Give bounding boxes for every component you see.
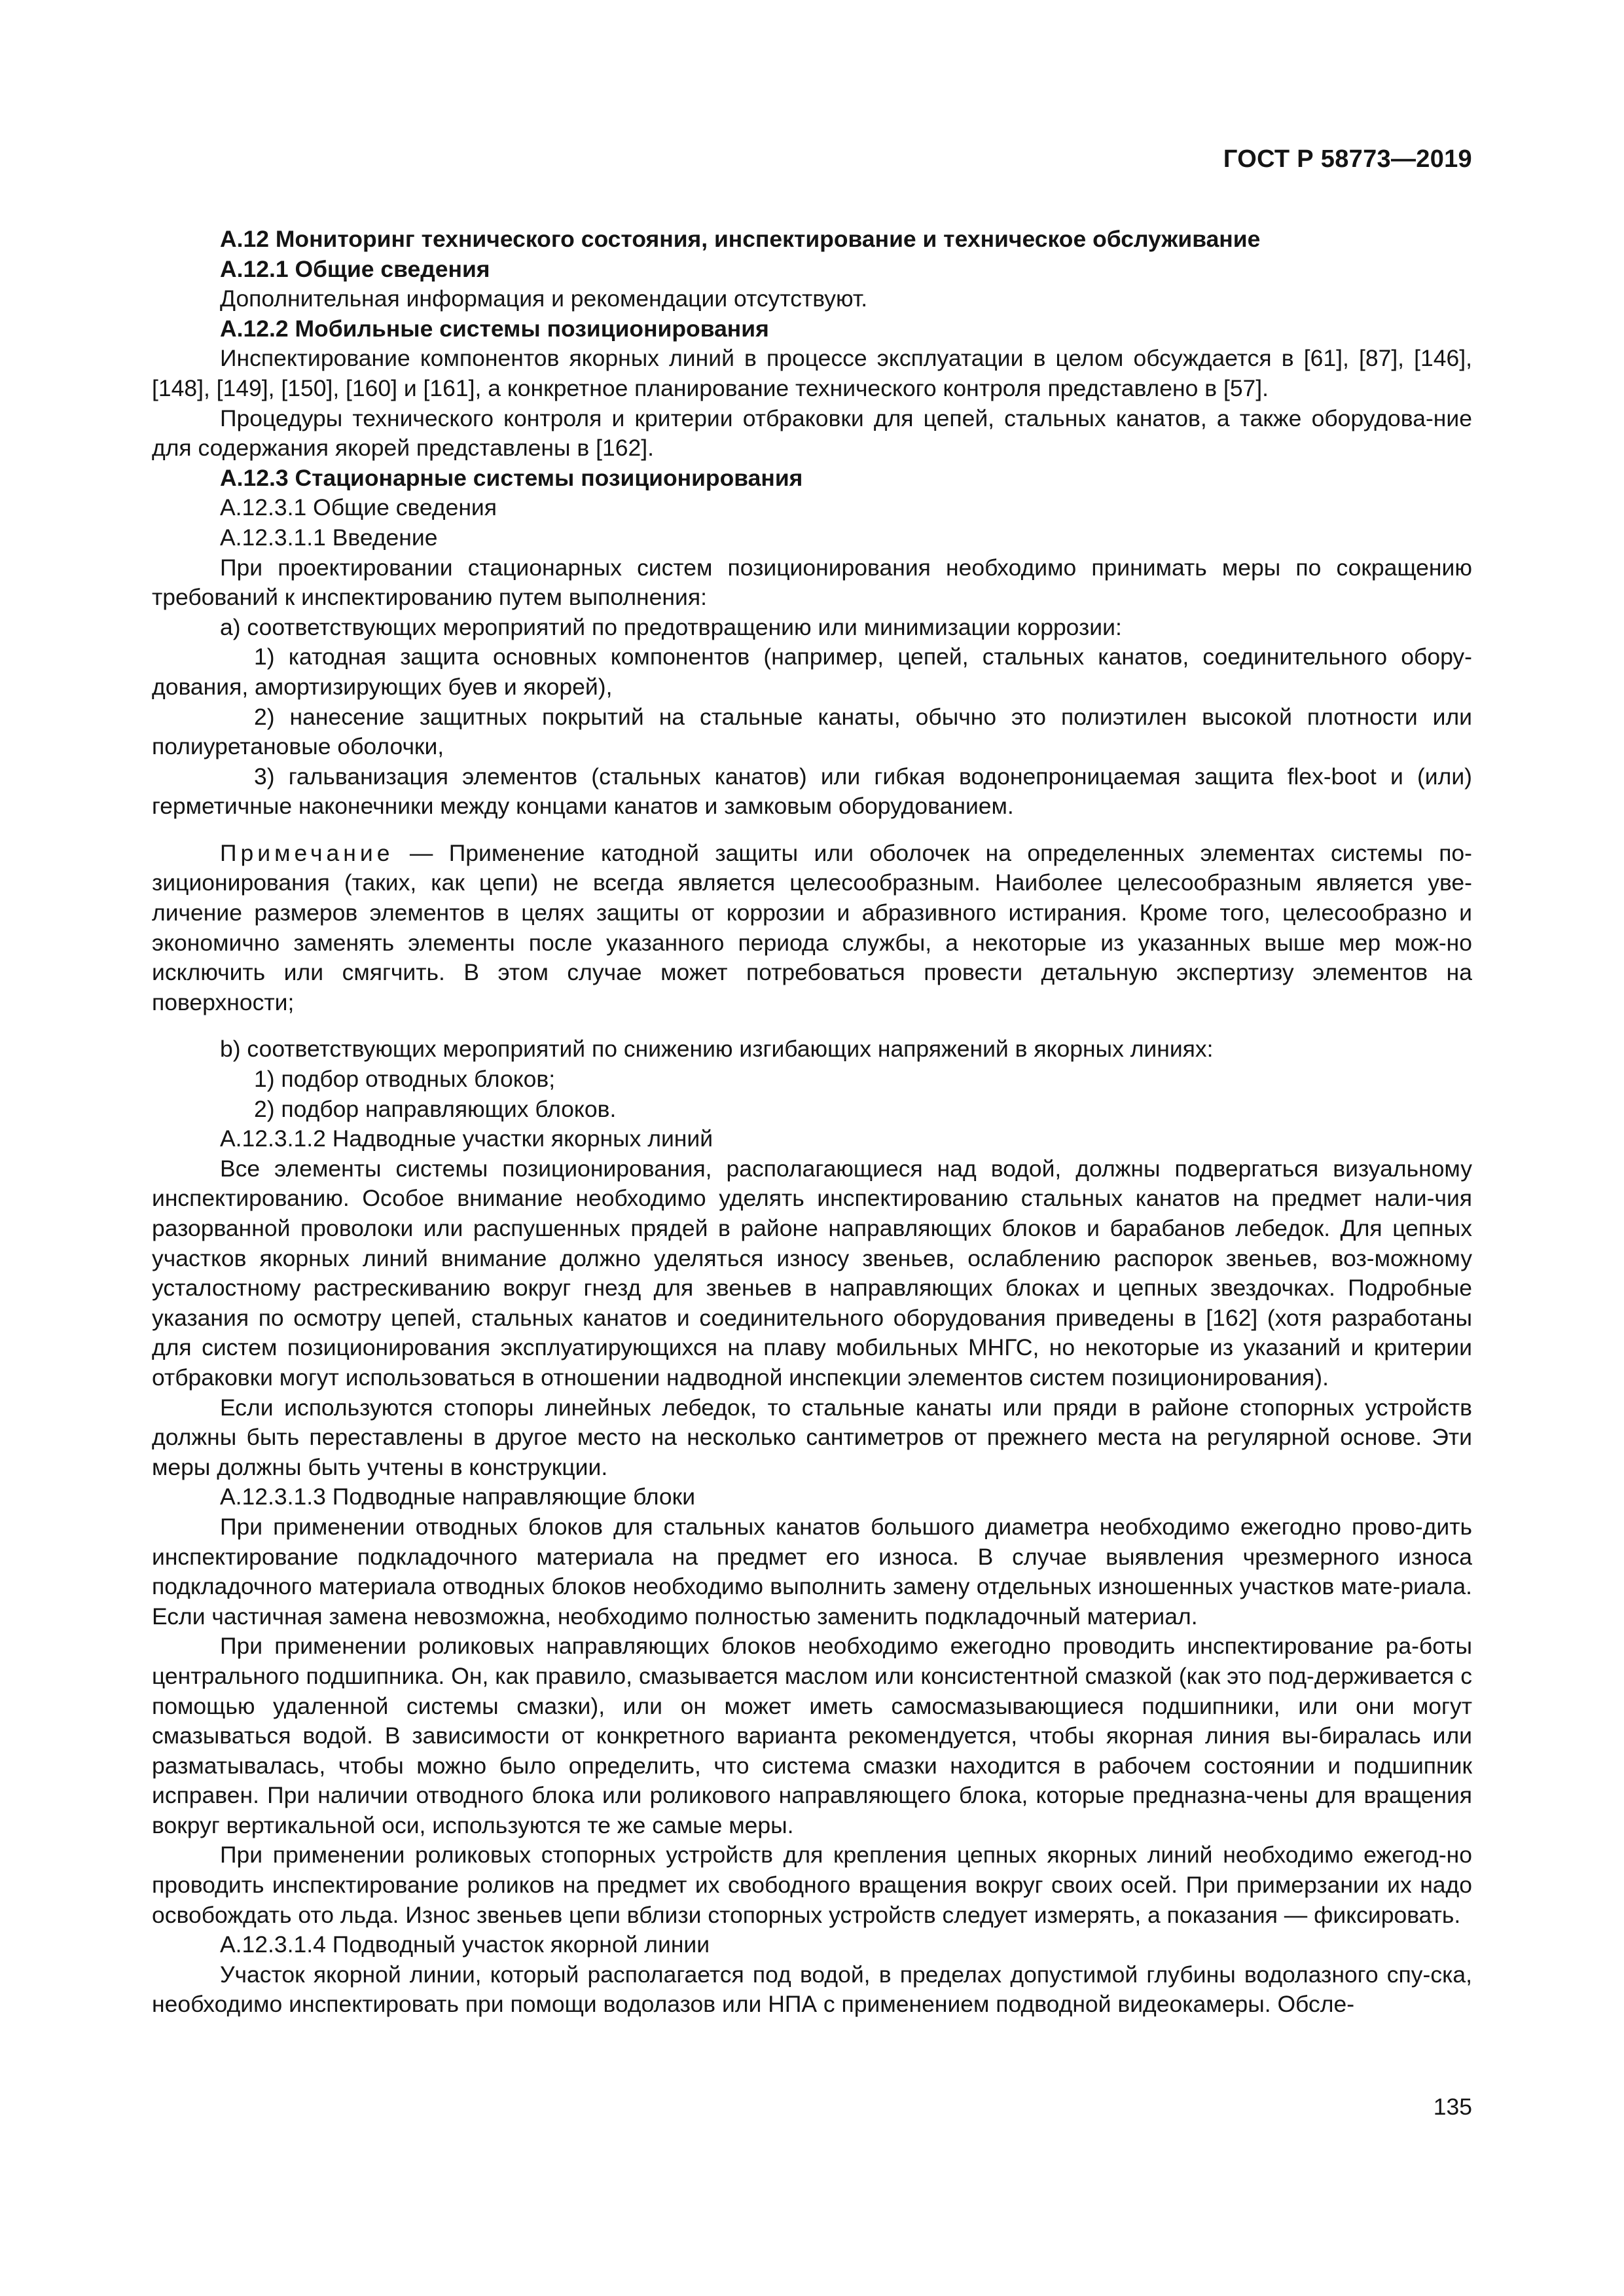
paragraph: а) соответствующих мероприятий по предотвращению или минимизации коррозии: bbox=[220, 613, 1122, 640]
document-body bbox=[152, 225, 1472, 2020]
note-paragraph: Примечание — Применение катодной защиты или оболочек на определенных элементах системы по-зиционирования (таких, как цепи) не всегда является целесообразным. Наиболее целесообразным является уве-личение размеров элементов в целях защиты от коррозии и абразивного истирания. Кроме того, целесообразно и экономично заменять элементы после указанного периода службы, а некоторые из указанных выше мер мож-но исключить или смягчить. В этом случае может потребоваться провести детальную экспертизу элементов на поверхности; bbox=[152, 839, 1472, 1015]
standard-header: ГОСТ Р 58773—2019 bbox=[1223, 145, 1472, 173]
paragraph: 1) катодная защита основных компонентов (например, цепей, стальных канатов, соединительного обору-дования, амортизирующих буев и якорей), bbox=[152, 644, 1472, 700]
section-heading: А.12.1 Общие сведения bbox=[220, 255, 490, 282]
paragraph: А.12.3.1.3 Подводные направляющие блоки bbox=[220, 1484, 696, 1510]
paragraph: 1) подбор отводных блоков; bbox=[254, 1066, 556, 1093]
section-heading: А.12.3 Стационарные системы позиционирования bbox=[220, 464, 803, 491]
paragraph: Инспектирование компонентов якорных линий в процессе эксплуатации в целом обсуждается в [61], [87], [146], [148], [149], [150], [160] и [161], а конкретное планирование технического контроля представлено в [57]. bbox=[152, 345, 1472, 401]
paragraph: 2) подбор направляющих блоков. bbox=[254, 1095, 617, 1122]
paragraph: Если используются стопоры линейных лебедок, то стальные канаты или пряди в районе стопорных устройств должны быть переставлены в другое место на несколько сантиметров от прежнего места на регулярной основе. Эти меры должны быть учтены в конструкции. bbox=[152, 1394, 1472, 1480]
page-number: 135 bbox=[1433, 2094, 1472, 2120]
paragraph: 2) нанесение защитных покрытий на стальные канаты, обычно это полиэтилен высокой плотности или полиуретановые оболочки, bbox=[152, 703, 1472, 760]
paragraph: При проектировании стационарных систем позиционирования необходимо принимать меры по сокращению требований к инспектированию путем выполнения: bbox=[152, 554, 1472, 611]
section-heading: А.12 Мониторинг технического состояния, инспектирование и техническое обслуживание bbox=[220, 226, 1261, 252]
paragraph: b) соответствующих мероприятий по снижению изгибающих напряжений в якорных линиях: bbox=[220, 1036, 1214, 1063]
paragraph: Все элементы системы позиционирования, располагающиеся над водой, должны подвергаться визуальному инспектированию. Особое внимание необходимо уделять инспектированию стальных канатов на предмет нали-чия разорванной проволоки или распушенных прядей в районе направляющих блоков и барабанов лебедок. Для цепных участков якорных линий внимание должно уделяться износу звеньев, ослаблению распорок звеньев, воз-можному усталостному растрескиванию вокруг гнезд для звеньев в направляющих блоках и цепных звездочках. Подробные указания по осмотру цепей, стальных канатов и соединительного оборудования приведены в [162] (хотя разработаны для систем позиционирования эксплуатирующихся на плаву мобильных МНГС, но некоторые из указаний и критерии отбраковки могут использоваться в отношении надводной инспекции элементов систем позиционирования). bbox=[152, 1155, 1472, 1391]
paragraph: 3) гальванизация элементов (стальных канатов) или гибкая водонепроницаемая защита flex-boot и (или) герметичные наконечники между концами канатов и замковым оборудованием. bbox=[152, 763, 1472, 820]
paragraph: При применении роликовых направляющих блоков необходимо ежегодно проводить инспектирование ра-боты центрального подшипника. Он, как правило, смазывается маслом или консистентной смазкой (как это под-держивается с помощью удаленной системы смазки), или он может иметь самосмазывающиеся подшипники, или они могут смазываться водой. В зависимости от конкретного варианта рекомендуется, чтобы якорная линия вы-биралась или разматывалась, чтобы можно было определить, что система смазки находится в рабочем состоянии и подшипник исправен. При наличии отводного блока или роликового направляющего блока, которые предназна-чены для вращения вокруг вертикальной оси, используются те же самые меры. bbox=[152, 1633, 1472, 1838]
paragraph: А.12.3.1 Общие сведения bbox=[220, 494, 497, 521]
paragraph: При применении отводных блоков для стальных канатов большого диаметра необходимо ежегодно прово-дить инспектирование подкладочного материала на предмет его износа. В случае выявления чрезмерного износа подкладочного материала отводных блоков необходимо выполнить замену отдельных изношенных участков мате-риала. Если частичная замена невозможна, необходимо полностью заменить подкладочный материал. bbox=[152, 1513, 1472, 1630]
paragraph: А.12.3.1.4 Подводный участок якорной линии bbox=[220, 1931, 710, 1958]
section-heading: А.12.2 Мобильные системы позиционирования bbox=[220, 315, 769, 342]
paragraph: Дополнительная информация и рекомендации отсутствуют. bbox=[220, 285, 868, 312]
paragraph: А.12.3.1.1 Введение bbox=[220, 524, 438, 551]
note-text: Применение катодной защиты или оболочек на определенных элементах системы по-зиционирования (таких, как цепи) не всегда является целесообразным. Наиболее целесообразным является уве-личение размеров элементов в целях защиты от коррозии и абразивного истирания. Кроме того, целесообразно и экономично заменять элементы после указанного периода службы, а некоторые из указанных выше мер мож-но исключить или смягчить. В этом случае может потребоваться провести детальную экспертизу элементов на поверхности; bbox=[152, 839, 1472, 1015]
paragraph: При применении роликовых стопорных устройств для крепления цепных якорных линий необходимо ежегод-но проводить инспектирование роликов на предмет их свободного вращения вокруг своих осей. При примерзании их надо освобождать ото льда. Износ звеньев цепи вблизи стопорных устройств следует измерять, а показания — фиксировать. bbox=[152, 1842, 1472, 1928]
note-label: Примечание bbox=[220, 839, 394, 866]
paragraph: Процедуры технического контроля и критерии отбраковки для цепей, стальных канатов, а также оборудова-ние для содержания якорей представлены в [162]. bbox=[152, 405, 1472, 462]
paragraph: А.12.3.1.2 Надводные участки якорных линий bbox=[220, 1125, 713, 1152]
paragraph: Участок якорной линии, который располагается под водой, в пределах допустимой глубины водолазного спу-ска, необходимо инспектировать при помощи водолазов или НПА с применением подводной видеокамеры. Обсле- bbox=[152, 1961, 1472, 2018]
